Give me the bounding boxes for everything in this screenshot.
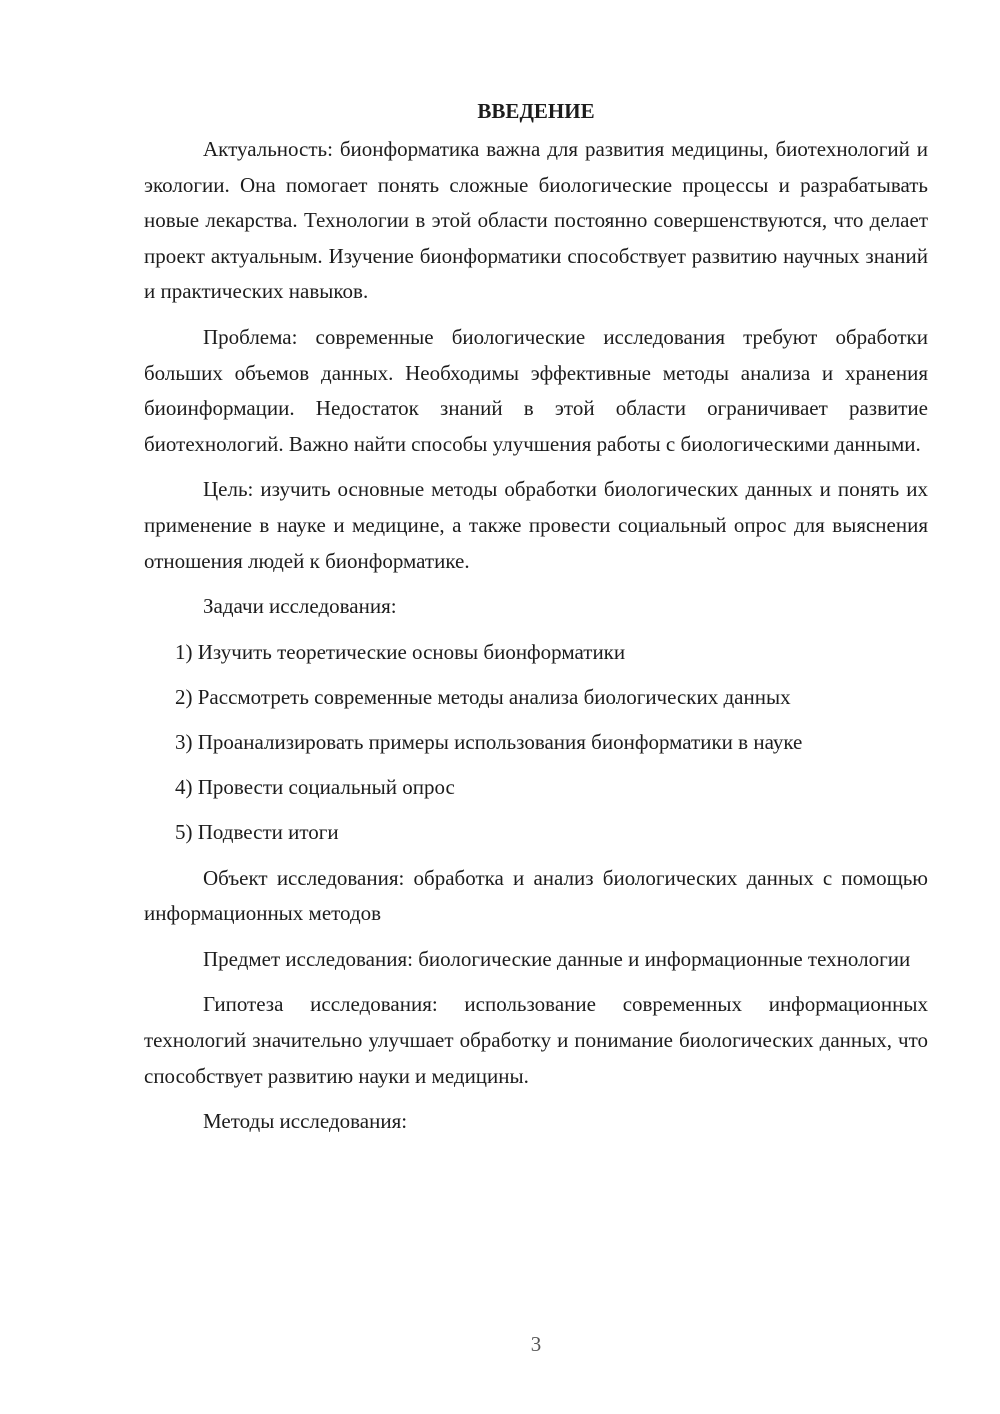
page-number: 3 (530, 1332, 542, 1356)
page-title: ВВЕДЕНИЕ (477, 99, 595, 123)
list-item: 5) Подвести итоги (175, 820, 339, 845)
paragraph-object: Объект исследования: обработка и анализ биологических данных с помощью информационных методов (144, 865, 928, 926)
list-item: 1) Изучить теоретические основы бионформатики (175, 639, 626, 664)
paragraph-hypothesis: Гипотеза исследования: использование современных информационных технологий значительно улучшает обработку и понимание биологических данных, что способствует развитию науки и медицины. (144, 992, 928, 1088)
paragraph-subject: Предмет исследования: биологические данные и информационные технологии (203, 946, 911, 971)
paragraph-problem: Проблема: современные биологические исследования требуют обработки больших объемов данных. Необходимы эффективные методы анализа и хранения биоинформации. Недостаток знаний в этой области ограничивает развитие биотехнологий. Важно найти способы улучшения работы с биологическими данными. (144, 324, 928, 456)
paragraph-goal: Цель: изучить основные методы обработки биологических данных и понять их применение в науке и медицине, а также провести социальный опрос для выяснения отношения людей к бионформатике. (144, 477, 928, 573)
list-item: 3) Проанализировать примеры использования бионформатики в науке (175, 730, 803, 755)
list-item: 2) Рассмотреть современные методы анализа биологических данных (175, 684, 791, 709)
document-page (144, 96, 928, 1150)
list-item: 4) Провести социальный опрос (175, 775, 455, 800)
paragraph-relevance: Актуальность: бионформатика важна для развития медицины, биотехнологий и экологии. Она помогает понять сложные биологические процессы и разрабатывать новые лекарства. Технологии в этой области постоянно совершенствуются, что делает проект актуальным. Изучение бионформатики способствует развитию научных знаний и практических навыков. (144, 137, 928, 304)
methods-label: Методы исследования: (203, 1109, 408, 1134)
tasks-label: Задачи исследования: (203, 594, 397, 619)
tasks-list (144, 635, 928, 851)
